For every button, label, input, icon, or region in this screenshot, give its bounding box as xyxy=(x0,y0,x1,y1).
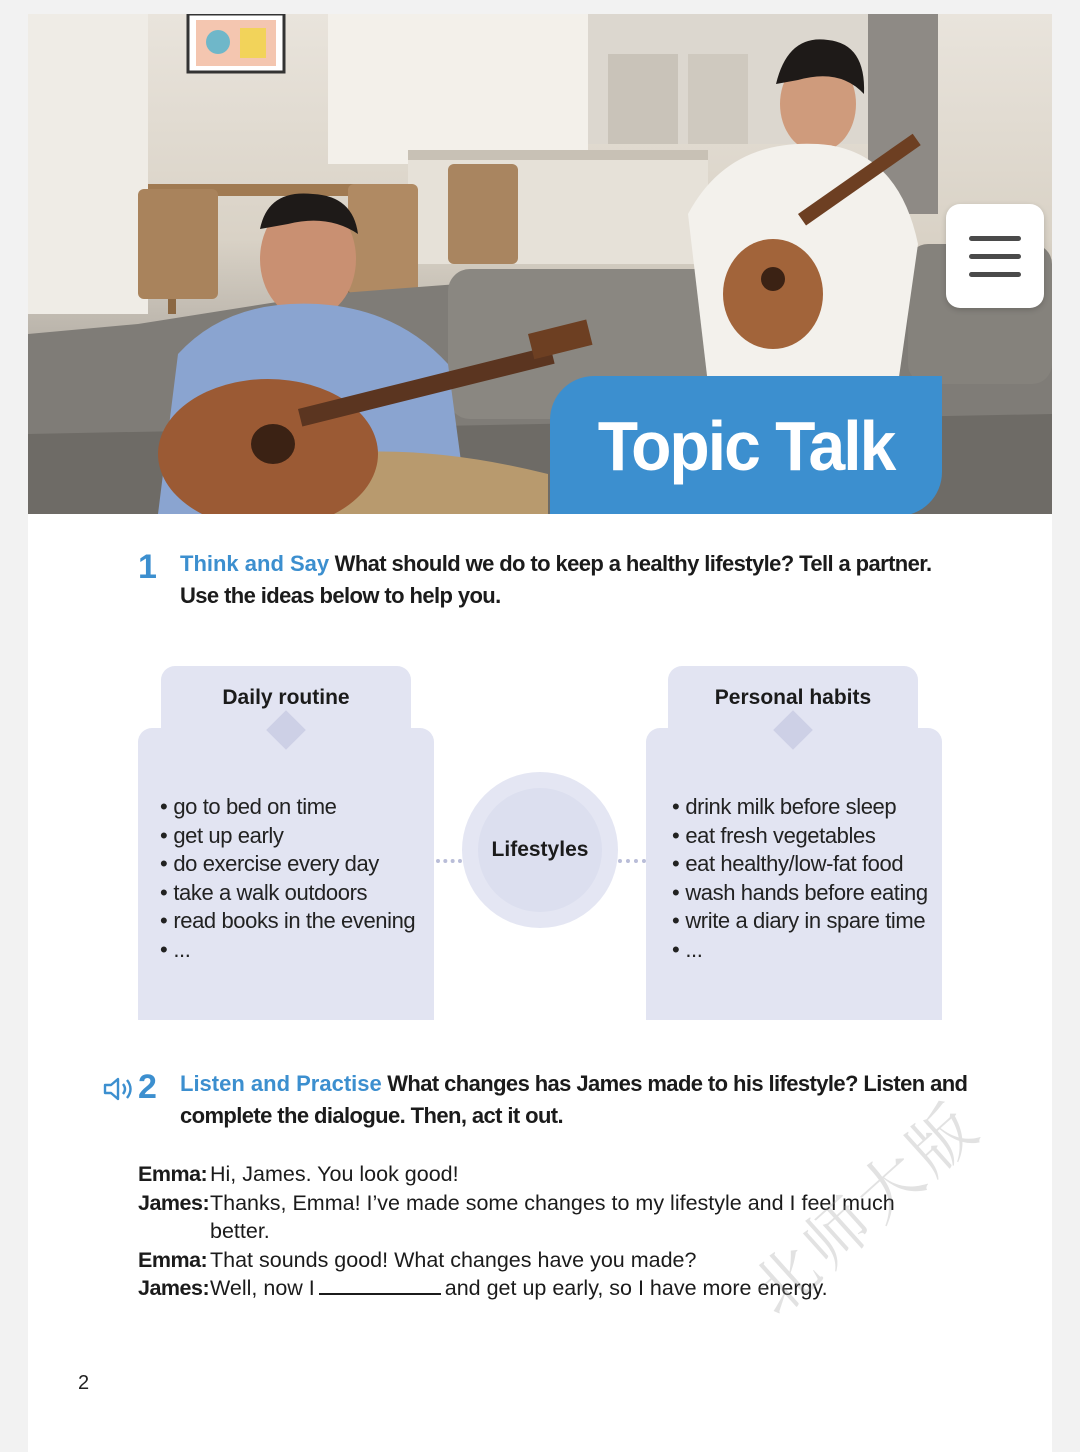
section-prompt xyxy=(180,548,960,612)
list-item: • read books in the evening xyxy=(160,907,415,936)
speaker-icon[interactable] xyxy=(102,1076,136,1102)
fill-in-blank[interactable] xyxy=(319,1277,441,1295)
list-item: • do exercise every day xyxy=(160,850,415,879)
speech-text: Hi, James. You look good! xyxy=(210,1162,459,1186)
watermark: 北师大版 xyxy=(738,1087,996,1331)
banner-title: Topic Talk xyxy=(597,407,895,485)
list-item: • eat fresh vegetables xyxy=(672,822,928,851)
hero-photo xyxy=(28,14,1052,514)
hub-label: Lifestyles xyxy=(478,788,602,912)
daily-routine-list xyxy=(160,793,415,965)
daily-routine-title: Daily routine xyxy=(161,666,411,730)
speech-text: Thanks, Emma! I’ve made some changes to my lifestyle and I feel much xyxy=(210,1190,895,1215)
speaker-name: James: xyxy=(138,1190,210,1215)
personal-habits-list xyxy=(672,793,928,965)
speaker-name: Emma: xyxy=(138,1162,208,1186)
section-label: Think and Say xyxy=(180,551,330,576)
connector-right xyxy=(618,859,646,863)
lifestyles-hub xyxy=(462,772,618,928)
list-item: • take a walk outdoors xyxy=(160,879,415,908)
speech-text-continued: better. xyxy=(210,1219,270,1243)
list-item: • drink milk before sleep xyxy=(672,793,928,822)
prompt-line-2: Use the ideas below to help you. xyxy=(180,583,501,608)
speaker-name: Emma: xyxy=(138,1247,208,1272)
section-number: 1 xyxy=(138,548,157,586)
personal-habits-title: Personal habits xyxy=(668,666,918,730)
topic-talk-banner xyxy=(550,376,942,514)
speech-before-blank: Well, now I xyxy=(210,1276,315,1300)
dialogue-line xyxy=(138,1160,918,1189)
prompt-line-1: What should we do to keep a healthy lifestyle? Tell a partner. xyxy=(334,551,932,576)
hamburger-line xyxy=(969,254,1021,259)
list-item: • get up early xyxy=(160,822,415,851)
hamburger-menu-icon xyxy=(969,236,1021,241)
prompt-line-1: What changes has James made to his lifestyle? Listen and xyxy=(387,1071,968,1096)
list-item: • ... xyxy=(160,936,415,965)
section-prompt xyxy=(180,1068,980,1132)
speech-after-blank: and get up early, so I have more energy. xyxy=(444,1276,828,1300)
speaker-name: James: xyxy=(138,1276,210,1300)
menu-button[interactable] xyxy=(946,204,1044,308)
list-item: • go to bed on time xyxy=(160,793,415,822)
section-number: 2 xyxy=(138,1068,157,1106)
list-item: • ... xyxy=(672,936,928,965)
connector-left xyxy=(436,859,462,863)
prompt-line-2: complete the dialogue. Then, act it out. xyxy=(180,1103,564,1128)
speech-text: That sounds good! What changes have you made? xyxy=(210,1247,697,1272)
list-item: • write a diary in spare time xyxy=(672,907,928,936)
page-number: 2 xyxy=(78,1372,90,1394)
list-item: • wash hands before eating xyxy=(672,879,928,908)
section-label: Listen and Practise xyxy=(180,1071,382,1096)
textbook-page xyxy=(28,14,1052,1452)
hamburger-line xyxy=(969,272,1021,277)
list-item: • eat healthy/low-fat food xyxy=(672,850,928,879)
